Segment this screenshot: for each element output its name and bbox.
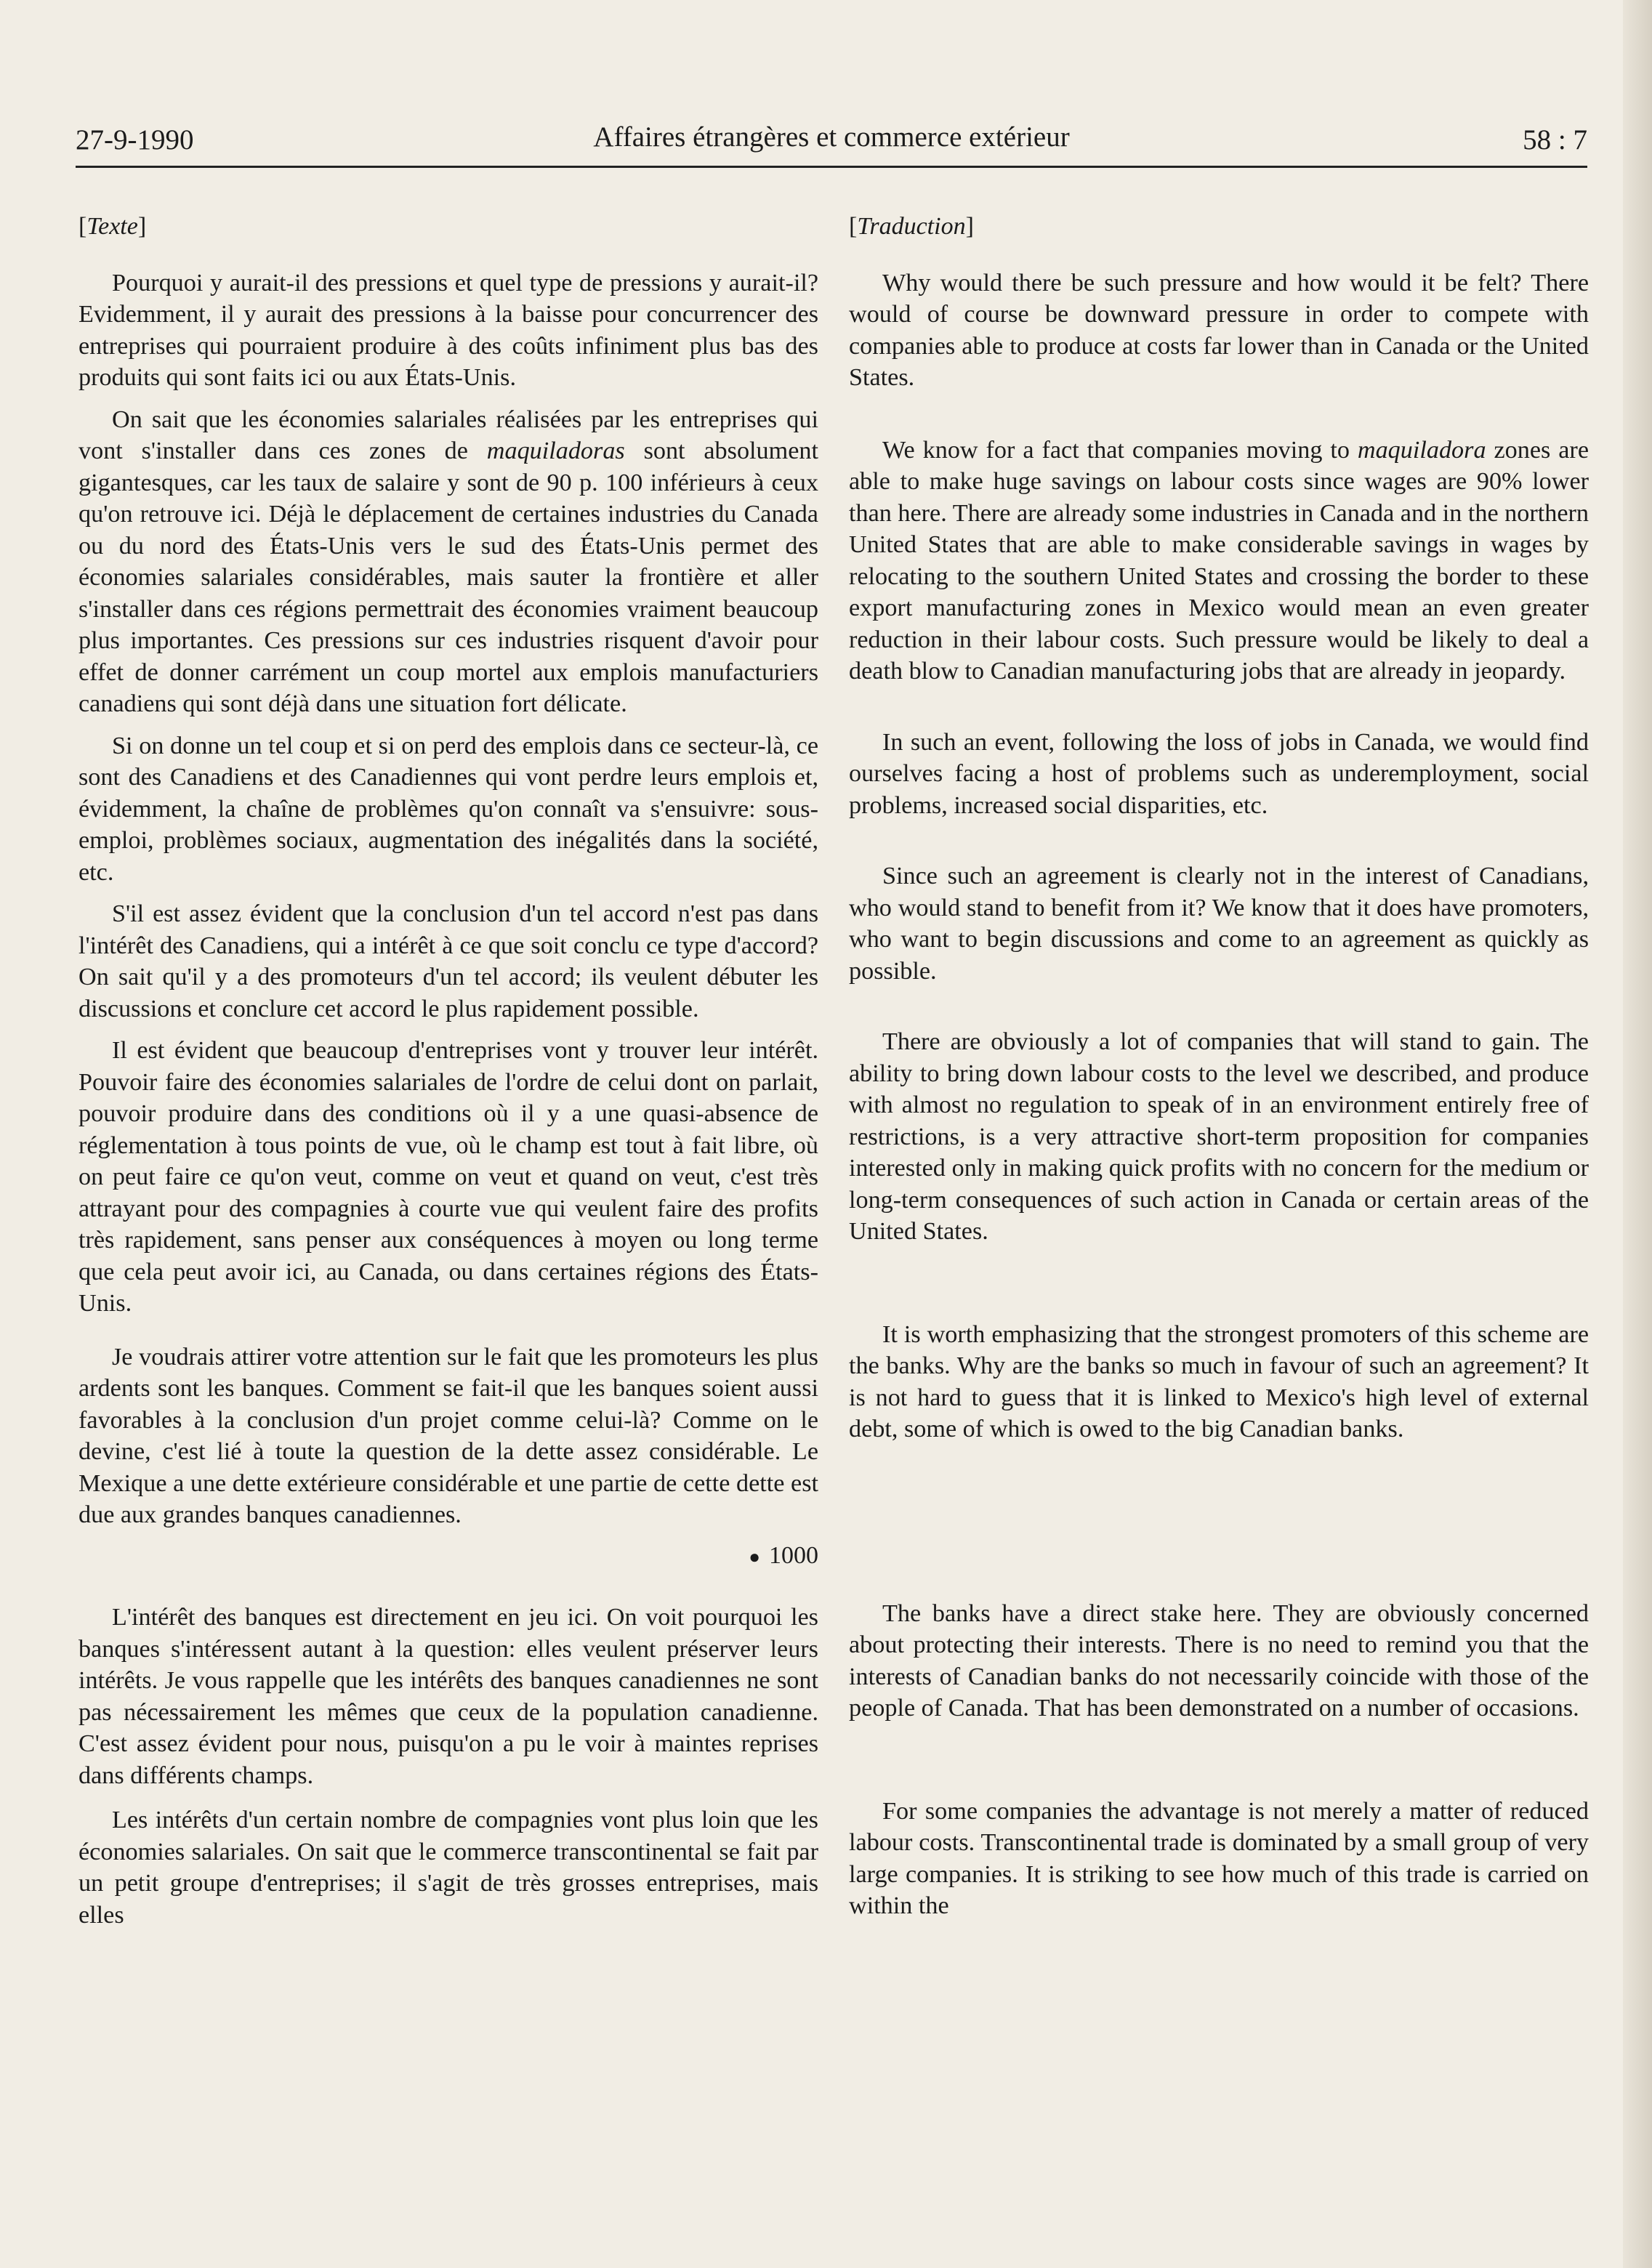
time-marker: ● 1000	[749, 1541, 818, 1569]
paragraph: Je voudrais attirer votre attention sur le fait que les promoteurs les plus ardents sont les banques. Comment se fait-il que les banques soient aussi favorables à la conclusion d'un projet comme celui-là? Comme on le devine, c'est lié à toute la question de la dette assez considérable. Le Mexique a une dette extérieure considérable et une partie de cette dette est due aux grandes banques canadiennes.	[78, 1343, 818, 1528]
page-header	[76, 121, 1587, 168]
translation-tag: [Traduction]	[849, 213, 974, 240]
header-title: Affaires étrangères et commerce extérieur	[593, 121, 1070, 153]
paragraph: Since such an agreement is clearly not in the interest of Canadians, who would stand to benefit from it? We know that it does have promoters, who want to begin discussions and come to an agreement as quickly as possible.	[849, 863, 1589, 985]
text-tag: [Texte]	[78, 213, 147, 240]
paragraph: L'intérêt des banques est directement en jeu ici. On voit pourquoi les banques s'intéressent autant à la question: elles veulent préserver leurs intérêts. Je vous rappelle que les intérêts des banques canadiennes ne sont pas nécessairement les mêmes que ceux de la population canadienne. C'est assez évident pour nous, puisqu'on a pu le voir à maintes reprises dans différents champs.	[78, 1604, 818, 1789]
page-edge-shadow	[1623, 0, 1652, 2268]
paragraph: Il est évident que beaucoup d'entreprises vont y trouver leur intérêt. Pouvoir faire des économies salariales de l'ordre de celui dont on parlait, pouvoir produire dans des conditions où il y a une quasi-absence de réglementation à tous points de vue, où le champ est tout à fait libre, où on peut faire ce qu'on veut, comme on veut et quand on veut, c'est très attrayant pour des compagnies à courte vue qui veulent faire des profits très rapidement, sans penser aux conséquences à moyen ou long terme que cela peut avoir ici, au Canada, ou dans certaines régions des États-Unis.	[78, 1037, 818, 1317]
bullet-icon: ●	[749, 1546, 760, 1567]
paragraph: Why would there be such pressure and how would it be felt? There would of course be downward pressure in order to compete with companies able to produce at costs far lower than in Canada or the United States.	[849, 269, 1589, 391]
paragraph: S'il est assez évident que la conclusion d'un tel accord n'est pas dans l'intérêt des Canadiens, qui a intérêt à ce que soit conclu ce type d'accord? On sait qu'il y a des promoteurs d'un tel accord; ils veulent débuter les discussions et conclure cet accord le plus rapidement possible.	[78, 900, 818, 1022]
paragraph: On sait que les économies salariales réalisées par les entreprises qui vont s'installer dans ces zones de maquiladoras sont absolument gigantesques, car les taux de salaire y sont de 90 p. 100 inférieurs à ceux qu'on retrouve ici. Déjà le déplacement de certaines industries du Canada ou du nord des États-Unis vers le sud des États-Unis permet des économies salariales considérables, mais sauter la frontière et aller s'installer dans ces régions permettrait des économies vraiment beaucoup plus importantes. Ces pressions sur ces industries risquent d'avoir pour effet de donner carrément un coup mortel aux emplois manufacturiers canadiens qui sont déjà dans une situation fort délicate.	[78, 405, 819, 717]
paragraph: It is worth emphasizing that the strongest promoters of this scheme are the banks. Why are the banks so much in favour of such an agreement? It is not hard to guess that it is linked to Mexico's high level of external debt, some of which is owed to the big Canadian banks.	[849, 1320, 1589, 1442]
paragraph: We know for a fact that companies moving to maquiladora zones are able to make huge savings on labour costs since wages are 90% lower than here. There are already some industries in Canada and in the northern United States that are able to make considerable savings in wages by relocating to the southern United States and crossing the border to these export manufacturing zones in Mexico would mean an even greater reduction in their labour costs. Such pressure would be likely to deal a death blow to Canadian manufacturing jobs that are already in jeopardy.	[849, 436, 1589, 685]
header-date: 27-9-1990	[76, 124, 194, 156]
french-column	[78, 211, 818, 1931]
header-page-number: 58 : 7	[1523, 124, 1587, 156]
paragraph: Si on donne un tel coup et si on perd des emplois dans ce secteur-là, ce sont des Canadiens et des Canadiennes qui vont perdre leurs emplois et, évidemment, la chaîne de problèmes qu'on connaît va s'ensuivre: sous-emploi, problèmes sociaux, augmentation des inégalités dans la société, etc.	[78, 732, 818, 886]
paragraph: The banks have a direct stake here. They are obviously concerned about protecting their interests. There is no need to remind you that the interests of Canadian banks do not necessarily coincide with those of the people of Canada. That has been demonstrated on a number of occasions.	[849, 1599, 1589, 1722]
paragraph: For some companies the advantage is not merely a matter of reduced labour costs. Transcontinental trade is dominated by a small group of very large companies. It is striking to see how much of this trade is carried on within the	[849, 1797, 1589, 1919]
english-column	[849, 211, 1589, 1922]
paragraph: There are obviously a lot of companies that will stand to gain. The ability to bring down labour costs to the level we described, and produce with almost no regulation to speak of in an environment entirely free of restrictions, is a very attractive short-term proposition for companies interested only in making quick profits with no concern for the medium or long-term consequences of such action in Canada or certain areas of the United States.	[849, 1028, 1589, 1245]
paragraph: Pourquoi y aurait-il des pressions et quel type de pressions y aurait-il? Evidemment, il y aurait des pressions à la baisse pour concurrencer des entreprises qui pourraient produire à des coûts infiniment plus bas des produits qui sont faits ici ou aux États-Unis.	[78, 269, 818, 391]
paragraph: In such an event, following the loss of jobs in Canada, we would find ourselves facing a host of problems such as underemployment, social problems, increased social disparities, etc.	[849, 728, 1589, 819]
paragraph: Les intérêts d'un certain nombre de compagnies vont plus loin que les économies salariales. On sait que le commerce transcontinental se fait par un petit groupe d'entreprises; il s'agit de très grosses entreprises, mais elles	[78, 1807, 818, 1929]
